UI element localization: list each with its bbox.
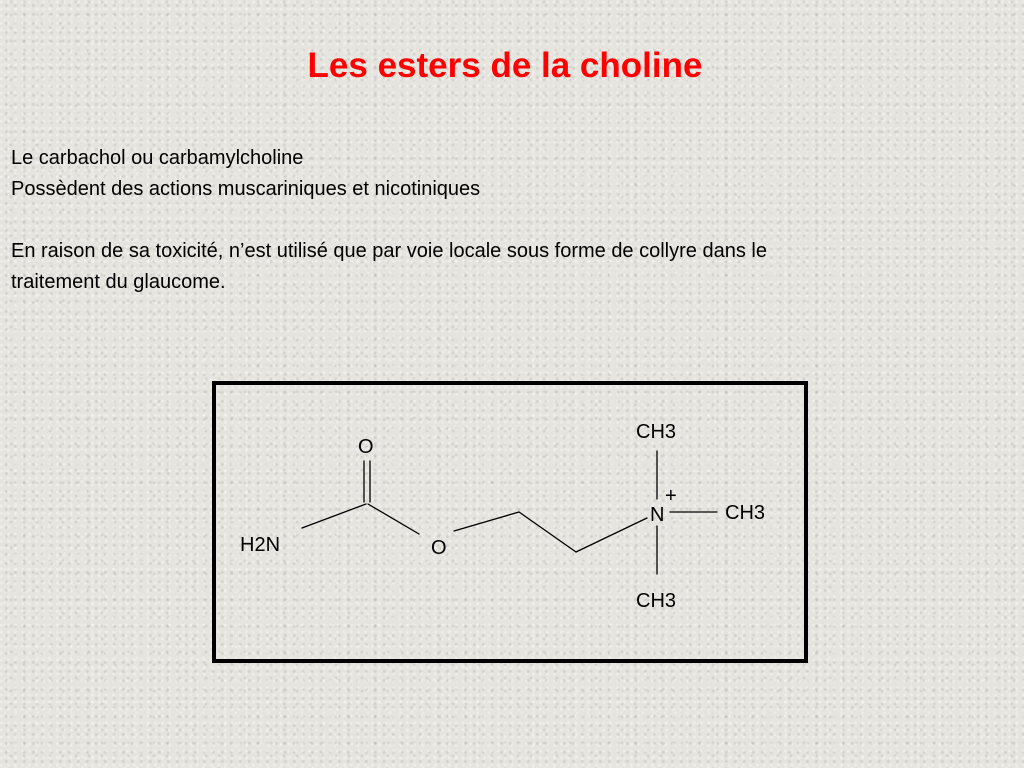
structure-diagram-frame [212,381,808,663]
bond-ch2-ch2 [519,512,576,552]
bond-carbon-ester-o [368,504,419,534]
atom-amine: H2N [240,534,281,556]
body-line-4: traitement du glaucome. [11,271,226,293]
atom-ester-oxygen: O [431,537,447,559]
atom-methyl-bottom: CH3 [636,590,677,612]
atom-nitrogen: N [650,504,665,526]
slide-title: Les esters de la choline [307,46,703,85]
atom-methyl-right: CH3 [725,502,766,524]
bond-amine-carbon [302,504,366,528]
body-line-3: En raison de sa toxicité, n’est utilisé que par voie locale sous forme de collyre dans le [11,240,767,262]
slide-body [11,143,1011,298]
atom-carbonyl-oxygen: O [358,436,374,458]
atom-charge-plus: + [665,485,677,507]
body-line-2: Possèdent des actions muscariniques et nicotiniques [11,178,481,200]
body-line-1: Le carbachol ou carbamylcholine [11,147,304,169]
bond-ester-o-ch2 [454,512,519,531]
bond-ch2-nitrogen [576,518,647,552]
paragraph-gap [11,205,1011,236]
carbachol-structure [212,381,808,663]
atom-methyl-top: CH3 [636,421,677,443]
